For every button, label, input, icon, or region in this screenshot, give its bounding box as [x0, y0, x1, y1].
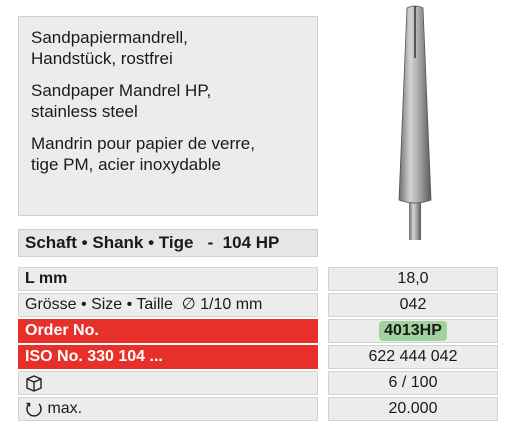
order-label: Order No.	[18, 319, 318, 343]
size-label: Grösse • Size • Taille ∅ 1/10 mm	[18, 293, 318, 317]
rotation-icon	[25, 400, 43, 418]
iso-label: ISO No. 330 104 ...	[18, 345, 318, 369]
shank-label: Schaft • Shank • Tige - 104 HP	[18, 229, 318, 257]
row-pack	[18, 371, 498, 395]
spec-table	[18, 267, 498, 423]
description-box	[18, 16, 318, 216]
row-size	[18, 293, 498, 317]
pack-label	[18, 371, 318, 395]
order-number: 4013HP	[379, 321, 447, 341]
mandrel-illustration	[385, 0, 445, 240]
iso-value: 622 444 042	[328, 345, 498, 369]
pack-value: 6 / 100	[328, 371, 498, 395]
speed-value: 20.000	[328, 397, 498, 421]
order-value-cell	[328, 319, 498, 343]
description-english: Sandpaper Mandrel HP, stainless steel	[31, 81, 212, 121]
row-order	[18, 319, 498, 343]
length-value: 18,0	[328, 267, 498, 291]
description-french: Mandrin pour papier de verre, tige PM, acier inoxydable	[31, 134, 255, 174]
row-length	[18, 267, 498, 291]
speed-label: max.	[18, 397, 318, 421]
row-iso	[18, 345, 498, 369]
row-speed	[18, 397, 498, 421]
size-value: 042	[328, 293, 498, 317]
length-label: L mm	[18, 267, 318, 291]
package-icon	[25, 374, 43, 392]
description-german: Sandpapiermandrell, Handstück, rostfrei	[31, 28, 188, 68]
